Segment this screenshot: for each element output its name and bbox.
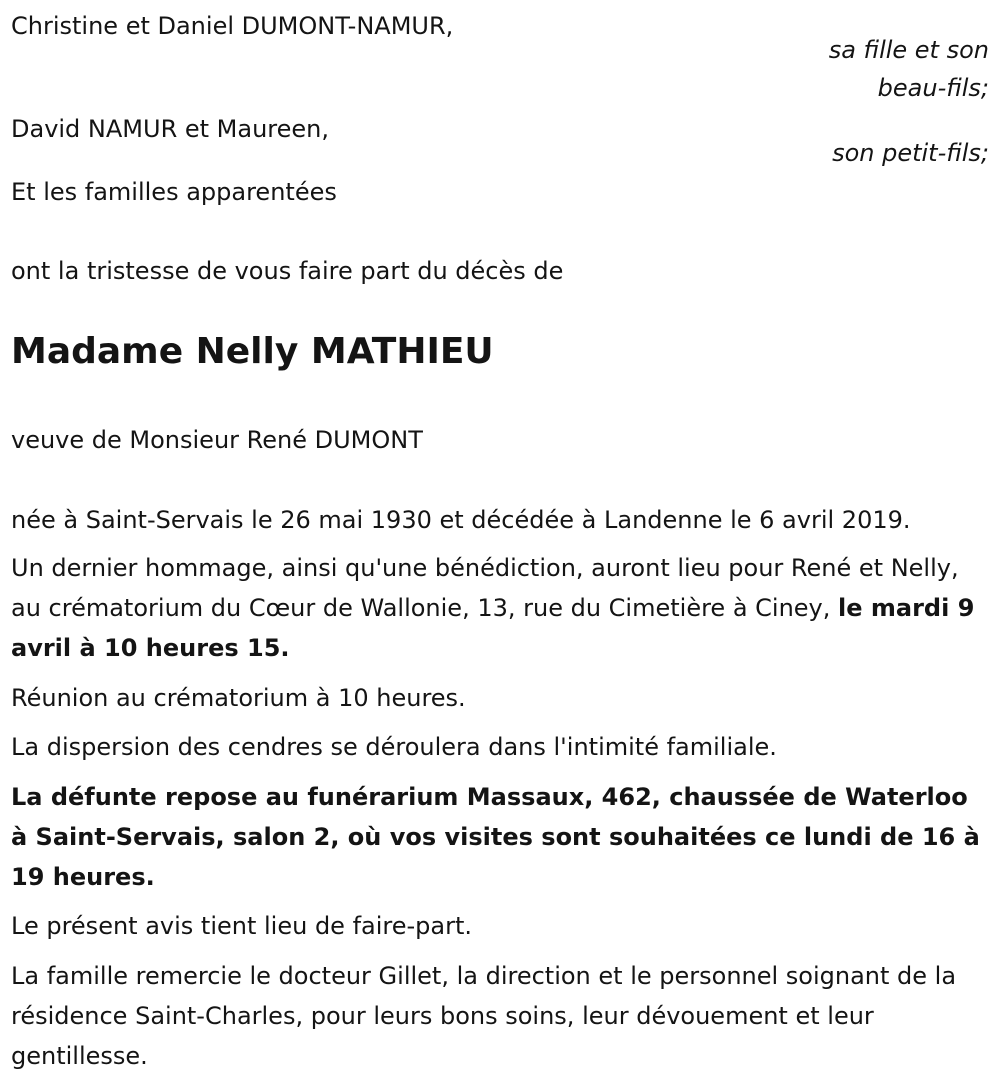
- relation-grandson: son petit-fils;: [832, 139, 989, 167]
- deceased-name: Madame Nelly MATHIEU: [11, 331, 494, 372]
- announcement-text: ont la tristesse de vous faire part du décès de: [11, 257, 564, 285]
- family-line-relatives: Et les familles apparentées: [11, 178, 337, 206]
- relation-daughter-b: beau-fils;: [877, 74, 989, 102]
- ceremony-text: Un dernier hommage, ainsi qu'une bénédiction, auront lieu pour René et Nelly, au crématorium du Cœur de Wallonie, 13, rue du Cimetière à Ciney,: [11, 554, 959, 622]
- relation-daughter-a: sa fille et son: [828, 36, 989, 64]
- meeting-line: Réunion au crématorium à 10 heures.: [11, 684, 466, 712]
- dispersion-line: La dispersion des cendres se déroulera dans l'intimité familiale.: [11, 733, 777, 761]
- thanks-paragraph: La famille remercie le docteur Gillet, la direction et le personnel soignant de la résidence Saint-Charles, pour leurs bons soins, leur dévouement et leur gentillesse.: [11, 962, 957, 1070]
- ceremony-date: le mardi 9 avril à 10 heures 15.: [11, 594, 975, 662]
- family-line-daughter: Christine et Daniel DUMONT-NAMUR,: [11, 12, 454, 40]
- family-line-grandson: David NAMUR et Maureen,: [11, 115, 330, 143]
- visitation-paragraph: La défunte repose au funérarium Massaux, 462, chaussée de Waterloo à Saint-Servais, salon 2, où vos visites sont souhaitées ce lundi de 16 à 19 heures.: [11, 783, 980, 891]
- ceremony-paragraph: [11, 548, 991, 668]
- notice-line: Le présent avis tient lieu de faire-part.: [11, 912, 473, 940]
- birth-death-line: née à Saint-Servais le 26 mai 1930 et décédée à Landenne le 6 avril 2019.: [11, 506, 911, 534]
- spouse-line: veuve de Monsieur René DUMONT: [11, 426, 423, 454]
